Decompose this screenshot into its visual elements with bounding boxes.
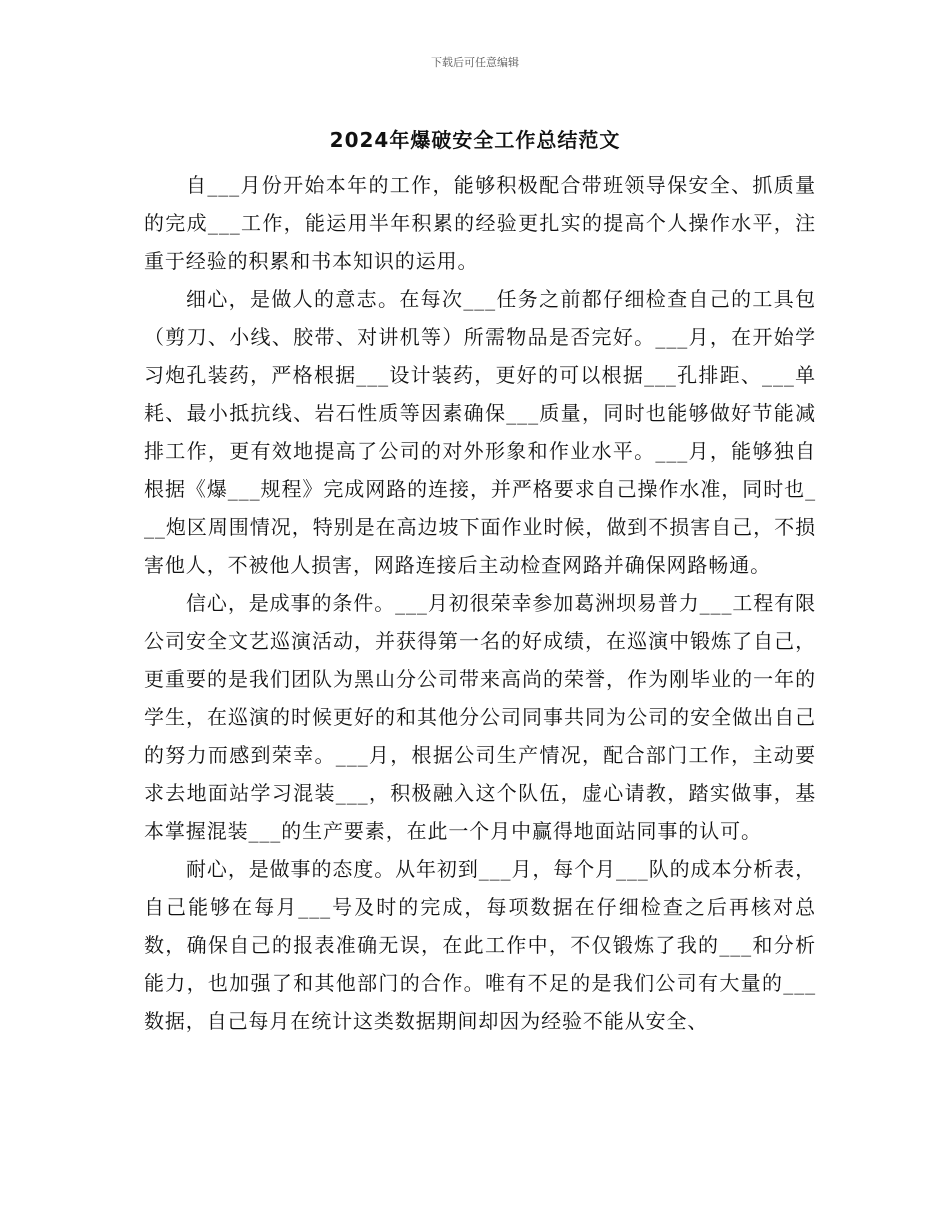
document-body — [144, 166, 816, 1040]
document-title: 2024年爆破安全工作总结范文 — [329, 128, 621, 152]
paragraph-confidence: 信心，是成事的条件。___月初很荣幸参加葛洲坝易普力___工程有限公司安全文艺巡演活动，并获得第一名的好成绩，在巡演中锻炼了自己，更重要的是我们团队为黑山分公司带来高尚的荣誉，作为刚毕业的一年的学生，在巡演的时候更好的和其他分公司同事共同为公司的安全做出自己的努力而感到荣幸。___月，根据公司生产情况，配合部门工作，主动要求去地面站学习混装___，积极融入这个队伍，虚心请教，踏实做事，基本掌握混装___的生产要素，在此一个月中赢得地面站同事的认可。 — [144, 591, 816, 843]
paragraph-intro: 自___月份开始本年的工作，能够积极配合带班领导保安全、抓质量的完成___工作，能运用半年积累的经验更扎实的提高个人操作水平，注重于经验的积累和书本知识的运用。 — [144, 173, 816, 273]
paragraph-carefulness: 细心，是做人的意志。在每次___任务之前都仔细检查自己的工具包（剪刀、小线、胶带、对讲机等）所需物品是否完好。___月，在开始学习炮孔装药，严格根据___设计装药，更好的可以根据___孔排距、___单耗、最小抵抗线、岩石性质等因素确保___质量，同时也能够做好节能减排工作，更有效地提高了公司的对外形象和作业水平。___月，能够独自根据《爆___规程》完成网路的连接，并严格要求自己操作水准，同时也___炮区周围情况，特别是在高边坡下面作业时候，做到不损害自己，不损害他人，不被他人损害，网路连接后主动检查网路并确保网路畅通。 — [144, 287, 816, 577]
page-header-note: 下载后可任意编辑 — [431, 56, 519, 69]
paragraph-patience: 耐心，是做事的态度。从年初到___月，每个月___队的成本分析表，自己能够在每月___号及时的完成，每项数据在仔细检查之后再核对总数，确保自己的报表准确无误，在此工作中，不仅锻炼了我的___和分析能力，也加强了和其他部门的合作。唯有不足的是我们公司有大量的___数据，自己每月在统计这类数据期间却因为经验不能从安全、 — [144, 857, 816, 1033]
